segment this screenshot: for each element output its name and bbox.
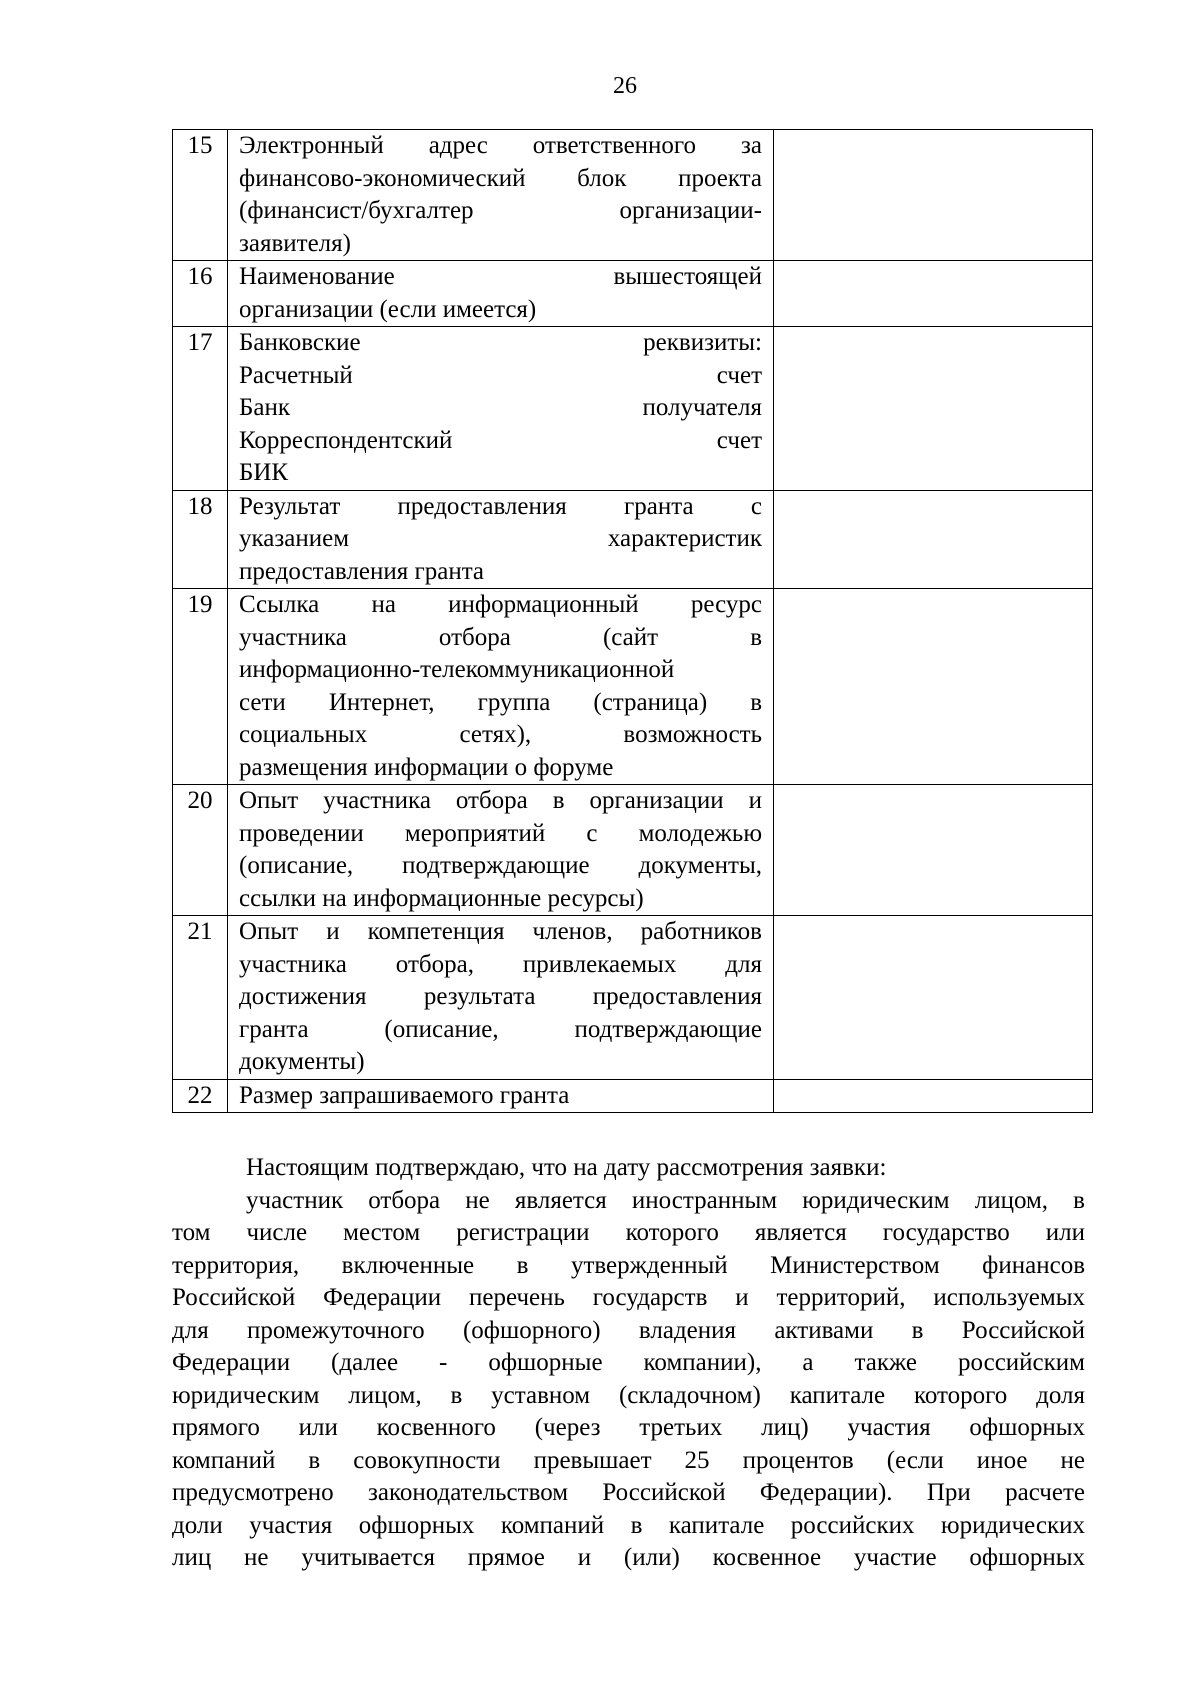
row-label-line: (финансист/бухгалтер организации- (239, 197, 762, 224)
row-label-line: финансово-экономический блок проекта (239, 164, 762, 192)
statement-body (172, 1185, 1085, 1575)
row-number: 22 (173, 1079, 228, 1113)
row-number: 20 (173, 785, 228, 916)
row-number: 18 (173, 490, 228, 589)
statement-line: участник отбора не является иностранным юридическим лицом, в (246, 1186, 1085, 1214)
row-label-line: размещения информации о форуме (239, 753, 614, 781)
row-value-field[interactable] (774, 1079, 1093, 1113)
row-label-line: участника отбора, привлекаемых для (239, 950, 762, 978)
row-label-line: организации (если имеется) (239, 295, 537, 323)
statement-intro: Настоящим подтверждаю, что на дату рассмотрения заявки: (246, 1154, 887, 1181)
row-label-line: Результат предоставления гранта с (239, 492, 762, 520)
row-label-line: Электронный адрес ответственного за (239, 132, 762, 159)
table-row (173, 490, 1093, 589)
row-label (228, 916, 774, 1080)
row-number: 19 (173, 589, 228, 785)
row-label-line: ссылки на информационные ресурсы) (239, 884, 644, 912)
table-row (173, 130, 1093, 261)
row-label-line: Наименование вышестоящей (239, 263, 762, 290)
statement-line: территория, включенные в утвержденный Министерством финансов (172, 1251, 1085, 1279)
application-form-table (172, 129, 1093, 1113)
page-number: 26 (613, 73, 637, 99)
statement-line: прямого или косвенного (через третьих лиц) участия офшорных (172, 1414, 1085, 1441)
row-label-line: (описание, подтверждающие документы, (239, 852, 762, 879)
row-label-line: Расчетный счет (239, 361, 762, 389)
row-value-field[interactable] (774, 261, 1093, 327)
row-label-line: указанием характеристик (239, 525, 762, 552)
table-body (173, 130, 1093, 1113)
row-label (228, 490, 774, 589)
row-label-line: Банк получателя (239, 394, 762, 421)
row-label (228, 327, 774, 491)
row-value-field[interactable] (774, 490, 1093, 589)
row-label (228, 1079, 774, 1113)
statement-line: Федерации (далее - офшорные компании), а также российским (172, 1349, 1085, 1376)
row-value-field[interactable] (774, 916, 1093, 1080)
row-value-field[interactable] (774, 589, 1093, 785)
row-label (228, 130, 774, 261)
row-number: 17 (173, 327, 228, 491)
row-label-line: участника отбора (сайт в (239, 623, 762, 651)
row-label (228, 589, 774, 785)
row-label-line: предоставления гранта (239, 557, 485, 585)
statement-line: том числе местом регистрации которого является государство или (172, 1219, 1085, 1246)
row-label-line: социальных сетях), возможность (239, 721, 762, 748)
row-label-line: БИК (239, 459, 289, 486)
row-label-line: документы) (239, 1048, 365, 1075)
row-number: 15 (173, 130, 228, 261)
row-label (228, 785, 774, 916)
table-row (173, 261, 1093, 327)
table-row (173, 916, 1093, 1080)
table-row (173, 327, 1093, 491)
confirmation-statement (172, 1152, 1085, 1575)
row-label-line: Размер запрашиваемого гранта (239, 1081, 570, 1109)
row-label-line: Ссылка на информационный ресурс (239, 591, 762, 618)
table-row (173, 589, 1093, 785)
row-label-line: информационно-телекоммуникационной (239, 656, 675, 683)
table-row (173, 1079, 1093, 1113)
table-row (173, 785, 1093, 916)
row-label-line: Опыт участника отбора в организации и (239, 787, 762, 814)
row-label-line: заявителя) (239, 229, 351, 257)
statement-line: компаний в совокупности превышает 25 процентов (если иное не (172, 1446, 1085, 1474)
statement-line: Российской Федерации перечень государств и территорий, используемых (172, 1284, 1085, 1311)
row-label-line: Банковские реквизиты: (239, 329, 762, 356)
row-label-line: Опыт и компетенция членов, работников (239, 918, 762, 945)
statement-line: лиц не учитывается прямое и (или) косвенное участие офшорных (172, 1544, 1085, 1571)
statement-line: юридическим лицом, в уставном (складочном) капитале которого доля (172, 1381, 1085, 1409)
row-label-line: Корреспондентский счет (239, 426, 762, 454)
row-value-field[interactable] (774, 327, 1093, 491)
statement-line: предусмотрено законодательством Российской Федерации). При расчете (172, 1479, 1085, 1506)
row-label (228, 261, 774, 327)
row-value-field[interactable] (774, 785, 1093, 916)
row-number: 16 (173, 261, 228, 327)
row-label-line: гранта (описание, подтверждающие (239, 1015, 762, 1043)
row-number: 21 (173, 916, 228, 1080)
row-label-line: достижения результата предоставления (239, 983, 762, 1010)
row-label-line: проведении мероприятий с молодежью (239, 819, 762, 847)
row-value-field[interactable] (774, 130, 1093, 261)
statement-line: для промежуточного (офшорного) владения активами в Российской (172, 1316, 1085, 1344)
statement-line: доли участия офшорных компаний в капитале российских юридических (172, 1511, 1085, 1539)
row-label-line: сети Интернет, группа (страница) в (239, 688, 762, 716)
